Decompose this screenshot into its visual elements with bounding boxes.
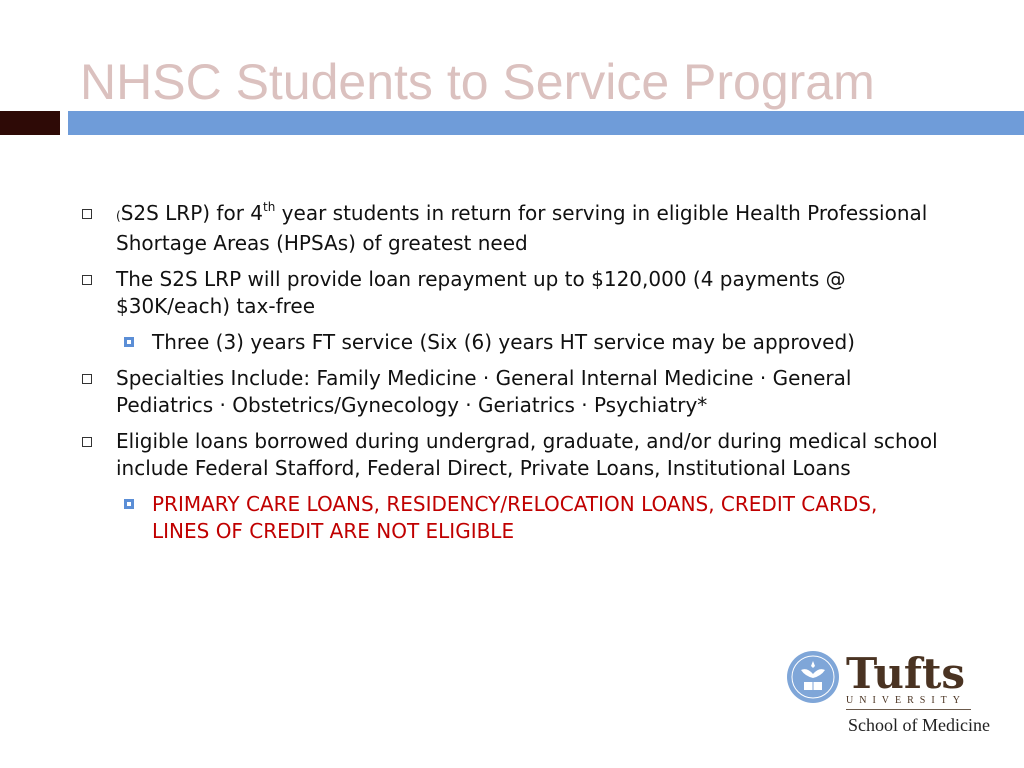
superscript-th: th [263, 200, 276, 214]
bullet-text: Three (3) years FT service (Six (6) years HT service may be approved) [152, 330, 855, 354]
bullet-list [80, 200, 940, 554]
logo-divider [846, 709, 971, 710]
tufts-seal-icon [786, 650, 840, 704]
hollow-square-bullet-icon [82, 374, 92, 384]
title-rule-blue [68, 111, 1024, 135]
sub-bullet-service-years [80, 329, 940, 356]
university-label: UNIVERSITY [846, 695, 966, 706]
tufts-wordmark: Tufts [846, 649, 966, 698]
title-rule-dark [0, 111, 60, 135]
bullet-loan-amount [80, 266, 940, 320]
hollow-square-bullet-icon [82, 209, 92, 219]
school-of-medicine-label: School of Medicine [848, 715, 990, 735]
bullet-text-part: S2S LRP) for 4 [120, 201, 264, 225]
hollow-square-bullet-icon [82, 437, 92, 447]
bullet-text: The S2S LRP will provide loan repayment up to $120,000 (4 payments @ $30K/each) tax-free [116, 267, 846, 318]
hollow-square-bullet-icon [82, 275, 92, 285]
tufts-logo [786, 649, 990, 740]
bullet-specialties [80, 365, 940, 419]
bullet-text: PRIMARY CARE LOANS, RESIDENCY/RELOCATION LOANS, CREDIT CARDS, LINES OF CREDIT ARE NOT ELIGIBLE [152, 492, 878, 543]
bullet-text: Specialties Include: Family Medicine · General Internal Medicine · General Pediatrics · Obstetrics/Gynecology · Geriatrics · Psychiatry* [116, 366, 852, 417]
bullet-s2s-intro [80, 200, 940, 257]
filled-square-bullet-icon [124, 499, 134, 509]
bullet-text-part: year students in return for serving in eligible Health Professional Shortage Areas (HPSAs) of greatest need [116, 201, 928, 255]
bullet-text: Eligible loans borrowed during undergrad, graduate, and/or during medical school include Federal Stafford, Federal Direct, Private Loans, Institutional Loans [116, 429, 938, 480]
bullet-text-paren: ( [116, 209, 121, 223]
bullet-eligible-loans [80, 428, 940, 482]
sub-bullet-ineligible-loans [80, 491, 940, 545]
filled-square-bullet-icon [124, 337, 134, 347]
slide-title: NHSC Students to Service Program [80, 54, 875, 110]
